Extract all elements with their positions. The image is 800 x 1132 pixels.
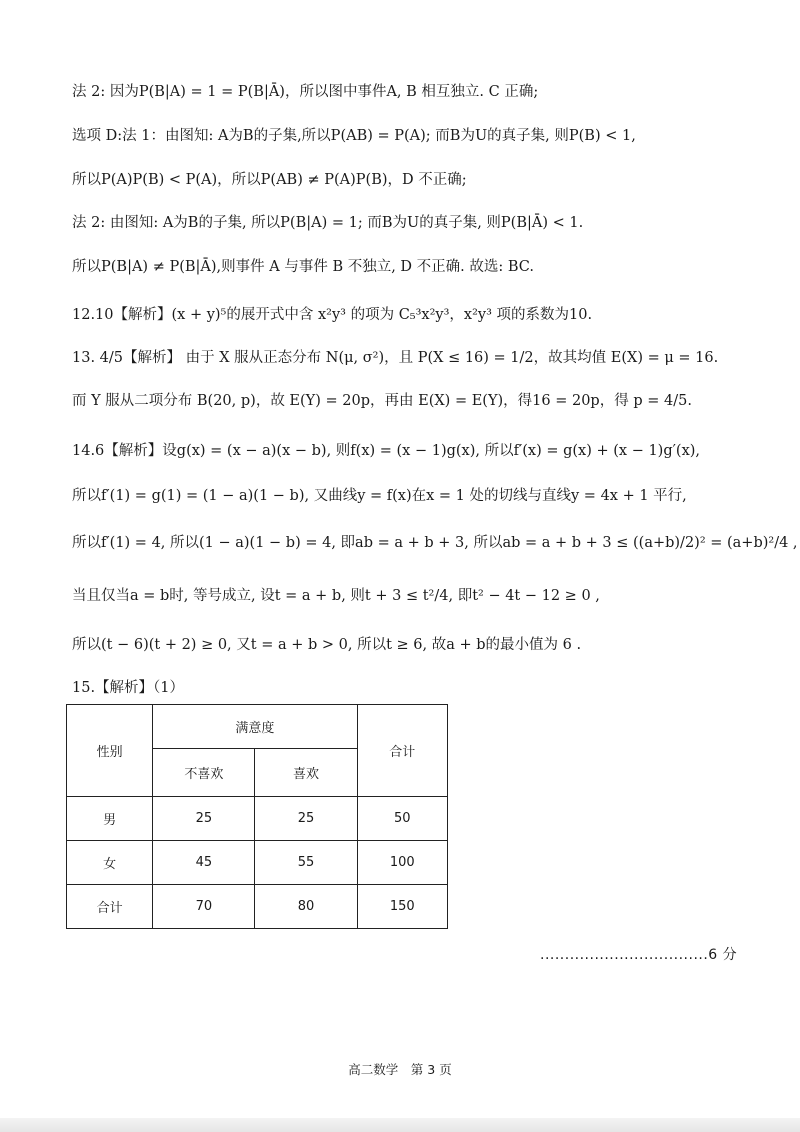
- cell-dislike: 70: [153, 885, 255, 929]
- cell-total: 100: [357, 841, 447, 885]
- answer-14-line-2: 所以f′(1) = g(1) = (1 − a)(1 − b), 又曲线y = f(x)在x = 1 处的切线与直线y = 4x + 1 平行,: [72, 488, 687, 504]
- page-footer: 高二数学 第 3 页: [348, 1062, 452, 1077]
- header-gender: 性别: [67, 705, 153, 797]
- table-row: [67, 885, 448, 929]
- scan-edge: [0, 1118, 800, 1132]
- row-label: 男: [67, 797, 153, 841]
- answer-12: 12.10【解析】(x + y)⁵的展开式中含 x²y³ 的项为 C₅³x²y³，x²y³ 项的系数为10.: [72, 307, 593, 323]
- row-label: 女: [67, 841, 153, 885]
- header-dislike: 不喜欢: [153, 749, 255, 797]
- table-row: [67, 797, 448, 841]
- answer-15-heading: 15.【解析】（1）: [72, 680, 185, 696]
- header-like: 喜欢: [255, 749, 357, 797]
- text-line-1: 法 2: 因为P(B|A) = 1 = P(B|Ā)，所以图中事件A, B 相互独立. C 正确;: [72, 84, 539, 100]
- cell-like: 25: [255, 797, 357, 841]
- table-row: [67, 841, 448, 885]
- header-satisfaction: 满意度: [153, 705, 357, 749]
- cell-like: 80: [255, 885, 357, 929]
- header-total: 合计: [357, 705, 447, 797]
- text-line-4: 法 2: 由图知: A为B的子集, 所以P(B|A) = 1; 而B为U的真子集, 则P(B|Ā) < 1.: [72, 215, 584, 231]
- answer-13-line-2: 而 Y 服从二项分布 B(20, p)，故 E(Y) = 20p，再由 E(X) = E(Y)，得16 = 20p，得 p = 4/5.: [72, 393, 692, 409]
- cell-total: 50: [357, 797, 447, 841]
- row-label: 合计: [67, 885, 153, 929]
- answer-14-line-1: 14.6【解析】设g(x) = (x − a)(x − b), 则f(x) = (x − 1)g(x), 所以f′(x) = g(x) + (x − 1)g′(x),: [72, 443, 701, 459]
- text-line-2: 选项 D:法 1：由图知: A为B的子集,所以P(AB) = P(A); 而B为U的真子集, 则P(B) < 1,: [72, 128, 636, 144]
- answer-14-line-4: 当且仅当a = b时, 等号成立, 设t = a + b, 则t + 3 ≤ t²/4, 即t² − 4t − 12 ≥ 0 ,: [72, 588, 600, 604]
- score-note: ..................................6 分: [540, 947, 738, 963]
- text-line-5: 所以P(B|A) ≠ P(B|Ā),则事件 A 与事件 B 不独立, D 不正确. 故选: BC.: [72, 259, 534, 275]
- answer-14-line-5: 所以(t − 6)(t + 2) ≥ 0, 又t = a + b > 0, 所以t ≥ 6, 故a + b的最小值为 6 .: [72, 637, 582, 653]
- answer-13-line-1: 13. 4/5【解析】 由于 X 服从正态分布 N(μ, σ²)，且 P(X ≤ 16) = 1/2，故其均值 E(X) = μ = 16.: [72, 350, 719, 366]
- answer-14-line-3: 所以f′(1) = 4, 所以(1 − a)(1 − b) = 4, 即ab = a + b + 3, 所以ab = a + b + 3 ≤ ((a+b)/2)² = (a+b)²/4 ,: [72, 535, 798, 551]
- cell-like: 55: [255, 841, 357, 885]
- contingency-table: [66, 704, 448, 929]
- cell-total: 150: [357, 885, 447, 929]
- cell-dislike: 45: [153, 841, 255, 885]
- text-line-3: 所以P(A)P(B) < P(A)，所以P(AB) ≠ P(A)P(B)，D 不正确;: [72, 172, 467, 188]
- cell-dislike: 25: [153, 797, 255, 841]
